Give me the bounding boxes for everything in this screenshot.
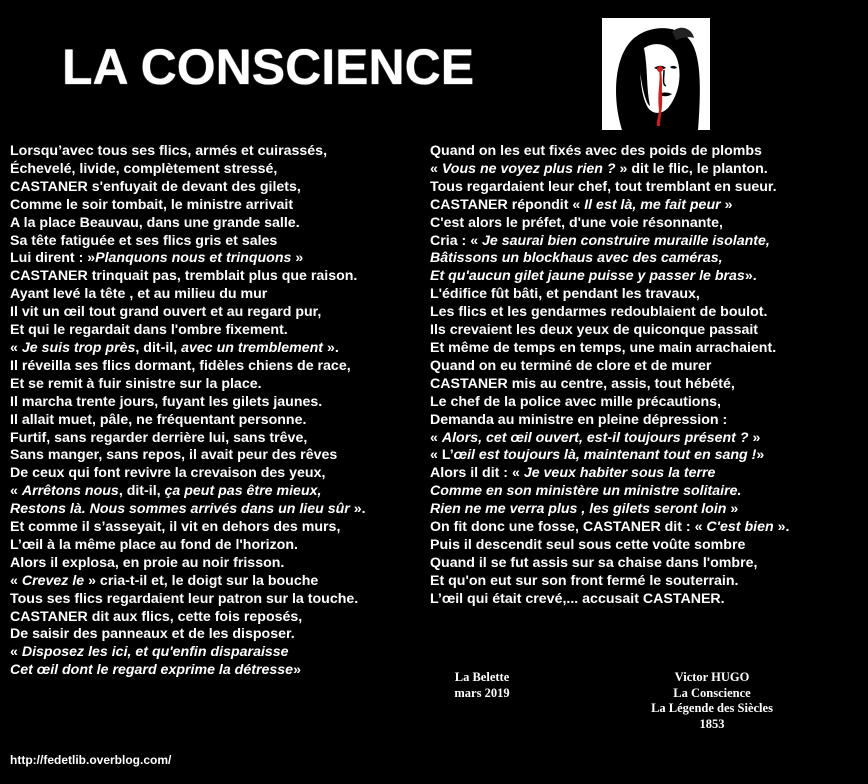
poem-line <box>10 501 420 519</box>
poem-line <box>430 340 860 358</box>
poem-line-text: On fit donc une fosse, CASTANER dit : « <box>430 519 707 536</box>
poem-line-text: Alors il explosa, en proie au noir frisson. <box>10 554 285 571</box>
poem-line <box>10 591 420 609</box>
poem-right-column <box>430 143 860 609</box>
poem-line-text: , dit-il, <box>135 339 182 356</box>
poem-line-text: Quand il se fut assis sur sa chaise dans l'ombre, <box>430 554 758 571</box>
poem-line-italic-text: Crevez le <box>21 572 85 589</box>
poem-line-text: Et qu'on eut sur son front fermé le souterrain. <box>430 572 739 589</box>
poem-line <box>430 322 860 340</box>
poem-line-italic-text: Disposez les ici, et qu'enfin disparaisse <box>21 644 289 661</box>
poem-line-italic-text: Je veux habiter sous la terre <box>523 465 716 482</box>
poem-line <box>430 197 860 215</box>
poem-line-text: CASTANER trinquait pas, tremblait plus que raison. <box>10 268 358 285</box>
poem-line <box>10 537 420 555</box>
poem-line <box>10 161 420 179</box>
poem-line <box>10 197 420 215</box>
poem-line <box>430 519 860 537</box>
poem-line-text: ». <box>773 519 790 536</box>
poem-line-italic-text: avec un tremblement <box>181 339 324 356</box>
author-date: mars 2019 <box>454 685 510 700</box>
poem-line-text: , dit-il, <box>118 483 165 500</box>
poem-line <box>430 304 860 322</box>
poem-line <box>430 501 860 519</box>
poem-line-text: Et se remit à fuir sinistre sur la place. <box>10 375 262 392</box>
poem-line-text: « <box>430 160 442 177</box>
poem-line <box>430 268 860 286</box>
poem-line <box>430 555 860 573</box>
poem-line <box>10 322 420 340</box>
poem-line <box>430 412 860 430</box>
poem-line <box>10 215 420 233</box>
poem-line-text: Les flics et les gendarmes redoublaient de boulot. <box>430 304 768 321</box>
poem-line-text: » <box>726 501 739 518</box>
poem-line-text: » <box>720 196 733 213</box>
poem-line-text: CASTANER répondit « <box>430 196 585 213</box>
poem-line-text: Et qui le regardait dans l'ombre fixement. <box>10 322 288 339</box>
poem-line-text: De ceux qui font revivre la crevaison des yeux, <box>10 465 326 482</box>
poem-line-text: Il allait muet, pâle, ne fréquentant personne. <box>10 411 307 428</box>
poem-line-text: CASTANER s'enfuyait de devant des gilets, <box>10 178 301 195</box>
poem-line-text: « <box>10 572 22 589</box>
poem-line <box>10 609 420 627</box>
poem-line-text: Ayant levé la tête , et au milieu du mur <box>10 286 268 303</box>
source-collection: La Légende des Siècles <box>651 701 773 715</box>
poem-line-text: Le chef de la police avec mille précautions, <box>430 393 721 410</box>
poem-line <box>430 161 860 179</box>
poem-line-text: Et même de temps en temps, une main arrachaient. <box>430 339 777 356</box>
poem-line <box>10 358 420 376</box>
poem-line-italic-text: Restons là. Nous sommes arrivés dans un lieu sûr <box>10 501 350 518</box>
poem-line-text: Puis il descendit seul sous cette voûte sombre <box>430 536 746 553</box>
poem-line <box>430 447 860 465</box>
source-year: 1853 <box>699 716 725 731</box>
poem-line-text: CASTANER mis au centre, assis, tout hébété, <box>430 375 735 392</box>
poem-line-italic-text: ça peut pas être mieux, <box>164 483 322 500</box>
poem-line <box>430 215 860 233</box>
poem-line-italic-text: œil est toujours là, maintenant tout en sang ! <box>453 447 757 464</box>
poem-line <box>10 340 420 358</box>
poem-line <box>430 358 860 376</box>
poem-line <box>10 483 420 501</box>
poem-line-text: L’œil qui était crevé,... accusait CASTANER. <box>430 590 725 607</box>
poem-left-column <box>10 143 420 680</box>
poem-line-text: Demanda au ministre en pleine dépression : <box>430 411 728 428</box>
blog-url-link[interactable]: http://fedetlib.overblog.com/ <box>10 753 172 767</box>
poem-line-text: Il vit un œil tout grand ouvert et au regard pur, <box>10 304 322 321</box>
poem-line-italic-text: Et qu'aucun gilet jaune puisse y passer le bras <box>430 268 745 285</box>
poem-line-italic-text: Il est là, me fait peur <box>584 196 721 213</box>
poem-line <box>430 465 860 483</box>
poem-line-text: CASTANER dit aux flics, cette fois reposés, <box>10 608 303 625</box>
poem-line-italic-text: Cet œil dont le regard exprime la détresse <box>10 662 294 679</box>
poem-line-italic-text: Alors, cet œil ouvert, est-il toujours présent ? <box>441 429 749 446</box>
poem-line <box>10 376 420 394</box>
poem-line <box>430 179 860 197</box>
poem-line <box>430 537 860 555</box>
poem-line-text: ». <box>323 339 339 356</box>
poem-line-text: Tous ses flics regardaient leur patron sur la touche. <box>10 590 359 607</box>
poem-line-text: Il réveilla ses flics dormant, fidèles chiens de race, <box>10 357 351 374</box>
page-title: LA CONSCIENCE <box>62 39 475 95</box>
poem-line-text: Comme le soir tombait, le ministre arrivait <box>10 196 294 213</box>
poem-line-text: Quand on eu terminé de clore et de murer <box>430 357 712 374</box>
poem-line-text: Ils crevaient les deux yeux de quiconque passait <box>430 322 759 339</box>
poem-line <box>10 447 420 465</box>
poem-line-text: Sans manger, sans repos, il avait peur des rêves <box>10 447 338 464</box>
poem-line-text: » cria-t-il et, le doigt sur la bouche <box>84 572 319 589</box>
poem-line <box>430 430 860 448</box>
poem-line-italic-text: C'est bien <box>706 519 774 536</box>
poem-line <box>430 591 860 609</box>
author-name: La Belette <box>454 670 510 684</box>
poem-line-text: » <box>293 662 301 679</box>
poem-line-text: « <box>10 483 22 500</box>
poem-line-italic-text: Arrêtons nous <box>21 483 119 500</box>
poem-line <box>430 233 860 251</box>
poem-line-text: Et comme il s’asseyait, il vit en dehors des murs, <box>10 519 341 536</box>
poem-line-text: » <box>756 447 765 464</box>
poem-line <box>430 394 860 412</box>
source-poem-title: La Conscience <box>673 685 751 700</box>
poem-line <box>10 626 420 644</box>
poem-line-text: « <box>430 429 442 446</box>
poem-line-text: « L’ <box>430 447 454 464</box>
poem-line-text: ». <box>349 501 366 518</box>
poem-line <box>10 179 420 197</box>
poem-line-text: « <box>10 644 22 661</box>
poem-line-text: Tous regardaient leur chef, tout tremblant en sueur. <box>430 178 777 195</box>
poem-line <box>10 465 420 483</box>
poem-line <box>10 143 420 161</box>
poem-line-text: L'édifice fût bâti, et pendant les travaux, <box>430 286 700 303</box>
source-attribution <box>622 670 802 732</box>
poem-line-italic-text: Je saurai bien construire muraille isolante, <box>482 232 770 249</box>
poem-line-text: « <box>10 339 22 356</box>
poem-line-text: » <box>748 429 761 446</box>
poem-line <box>10 519 420 537</box>
poem-line-text: A la place Beauvau, dans une grande salle. <box>10 214 300 231</box>
marianne-portrait-image <box>602 18 710 130</box>
poem-line-italic-text: Comme en son ministère un ministre solitaire. <box>430 483 742 500</box>
poem-line <box>10 286 420 304</box>
poem-line-italic-text: Rien ne me verra plus , les gilets seront loin <box>430 501 727 518</box>
poem-line-italic-text: Je suis trop près <box>21 339 136 356</box>
poem-line-text: De saisir des panneaux et de les disposer. <box>10 626 295 643</box>
poem-line-text: Furtif, sans regarder derrière lui, sans trêve, <box>10 429 308 446</box>
poem-line <box>10 268 420 286</box>
poem-line-text: Lorsqu’avec tous ses flics, armés et cuirassés, <box>10 143 328 159</box>
author-signature <box>432 670 532 701</box>
poem-line-text: Lui dirent : » <box>10 250 96 267</box>
source-author: Victor HUGO <box>674 670 750 684</box>
poem-line-text: Il marcha trente jours, fuyant les gilets jaunes. <box>10 393 323 410</box>
poem-line <box>10 644 420 662</box>
poem-line <box>10 555 420 573</box>
poem-line <box>430 573 860 591</box>
poem-line <box>430 250 860 268</box>
poem-line-text: Alors il dit : « <box>430 465 524 482</box>
poem-line-italic-text: Vous ne voyez plus rien ? <box>441 160 616 177</box>
poem-line <box>10 412 420 430</box>
poem-line-text: Quand on les eut fixés avec des poids de plombs <box>430 143 762 159</box>
poem-line-text: Cria : « <box>430 232 483 249</box>
poem-line-text: Échevelé, livide, complètement stressé, <box>10 160 278 177</box>
poem-line <box>430 483 860 501</box>
poem-line <box>10 430 420 448</box>
poem-line <box>10 250 420 268</box>
poem-line-text: » dit le flic, le planton. <box>615 160 768 177</box>
poem-line-text: Sa tête fatiguée et ses flics gris et sales <box>10 232 278 249</box>
poem-line-text: ». <box>744 268 757 285</box>
poem-line-text: L’œil à la même place au fond de l'horizon. <box>10 536 298 553</box>
poem-line-italic-text: Planquons nous et trinquons <box>95 250 292 267</box>
poem-line <box>430 286 860 304</box>
poem-line <box>10 573 420 591</box>
poem-line <box>10 304 420 322</box>
poem-line-italic-text: Bâtissons un blockhaus avec des caméras, <box>430 250 723 267</box>
poem-line <box>10 662 420 680</box>
poem-line <box>430 143 860 161</box>
poem-line <box>10 394 420 412</box>
poem-line <box>430 376 860 394</box>
poem-line <box>10 233 420 251</box>
poem-line-text: C'est alors le préfet, d'une voie résonnante, <box>430 214 723 231</box>
poem-line-text: » <box>291 250 304 267</box>
